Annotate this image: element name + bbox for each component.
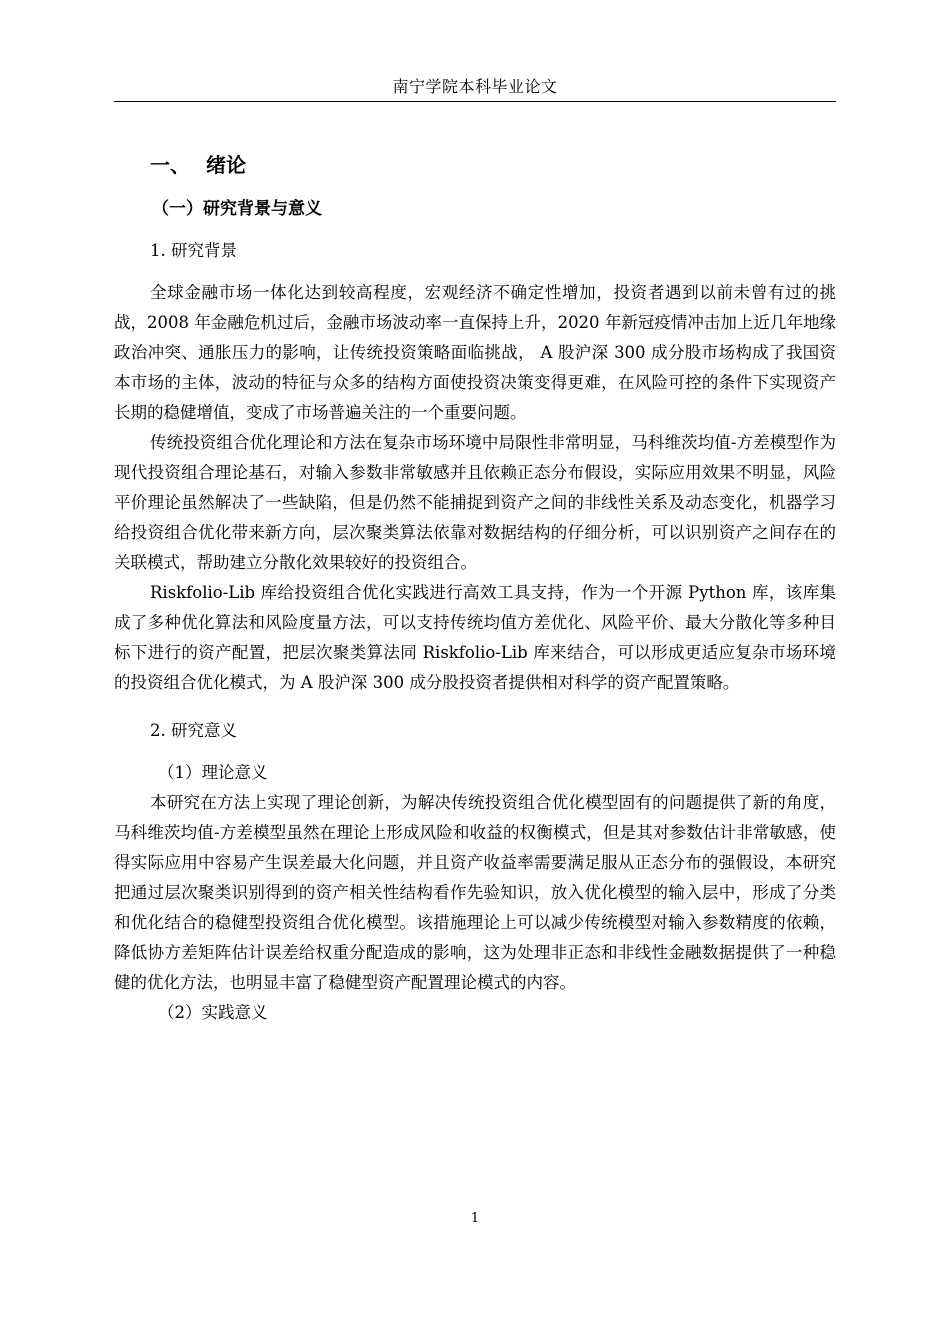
chapter-number: 一、 xyxy=(150,153,190,177)
paragraph: Riskfolio-Lib 库给投资组合优化实践进行高效工具支持，作为一个开源 Python 库，该库集成了多种优化算法和风险度量方法，可以支持传统均值方差优化、风险平价、最大分散化等多种目标下进行的资产配置，把层次聚类算法同 Riskfolio-Lib 库来结合，可以形成更适应复杂市场环境的投资组合优化模式，为 A 股沪深 300 成分股投资者提供相对科学的资产配置策略。 xyxy=(114,583,836,692)
subheading-research-background: 1. 研究背景 xyxy=(150,241,237,260)
paragraph: 本研究在方法上实现了理论创新，为解决传统投资组合优化模型固有的问题提供了新的角度，马科维茨均值-方差模型虽然在理论上形成风险和收益的权衡模式，但是其对参数估计非常敏感，使得实际应用中容易产生误差最大化问题，并且资产收益率需要满足服从正态分布的强假设，本研究把通过层次聚类识别得到的资产相关性结构看作先验知识，放入优化模型的输入层中，形成了分类和优化结合的稳健型投资组合优化模型。该措施理论上可以减少传统模型对输入参数精度的依赖，降低协方差矩阵估计误差给权重分配造成的影响，这为处理非正态和非线性金融数据提供了一种稳健的优化方法，也明显丰富了稳健型资产配置理论模式的内容。 xyxy=(114,793,836,992)
chapter-heading xyxy=(114,148,836,182)
section-heading: （一）研究背景与意义 xyxy=(152,199,322,219)
paragraph: 传统投资组合优化理论和方法在复杂市场环境中局限性非常明显，马科维茨均值-方差模型作为现代投资组合理论基石，对输入参数非常敏感并且依赖正态分布假设，实际应用效果不明显，风险平价理论虽然解决了一些缺陷，但是仍然不能捕捉到资产之间的非线性关系及动态变化，机器学习给投资组合优化带来新方向，层次聚类算法依靠对数据结构的仔细分析，可以识别资产之间存在的关联模式，帮助建立分散化效果较好的投资组合。 xyxy=(114,433,836,572)
subheading-theoretical-significance: （1）理论意义 xyxy=(158,763,268,782)
running-header: 南宁学院本科毕业论文 xyxy=(392,77,558,96)
page-body xyxy=(114,148,836,1028)
header-rule xyxy=(114,101,836,102)
paragraph: 全球金融市场一体化达到较高程度，宏观经济不确定性增加，投资者遇到以前未曾有过的挑战，2008 年金融危机过后，金融市场波动率一直保持上升，2020 年新冠疫情冲击加上近几年地缘政治冲突、通胀压力的影响，让传统投资策略面临挑战， A 股沪深 300 成分股市场构成了我国资本市场的主体，波动的特征与众多的结构方面使投资决策变得更难，在风险可控的条件下实现资产长期的稳健增值，变成了市场普遍关注的一个重要问题。 xyxy=(114,283,836,422)
page-number: 1 xyxy=(470,1211,480,1226)
chapter-title: 绪论 xyxy=(206,153,246,177)
subheading-research-significance: 2. 研究意义 xyxy=(150,721,237,740)
subheading-practical-significance: （2）实践意义 xyxy=(158,1003,268,1022)
